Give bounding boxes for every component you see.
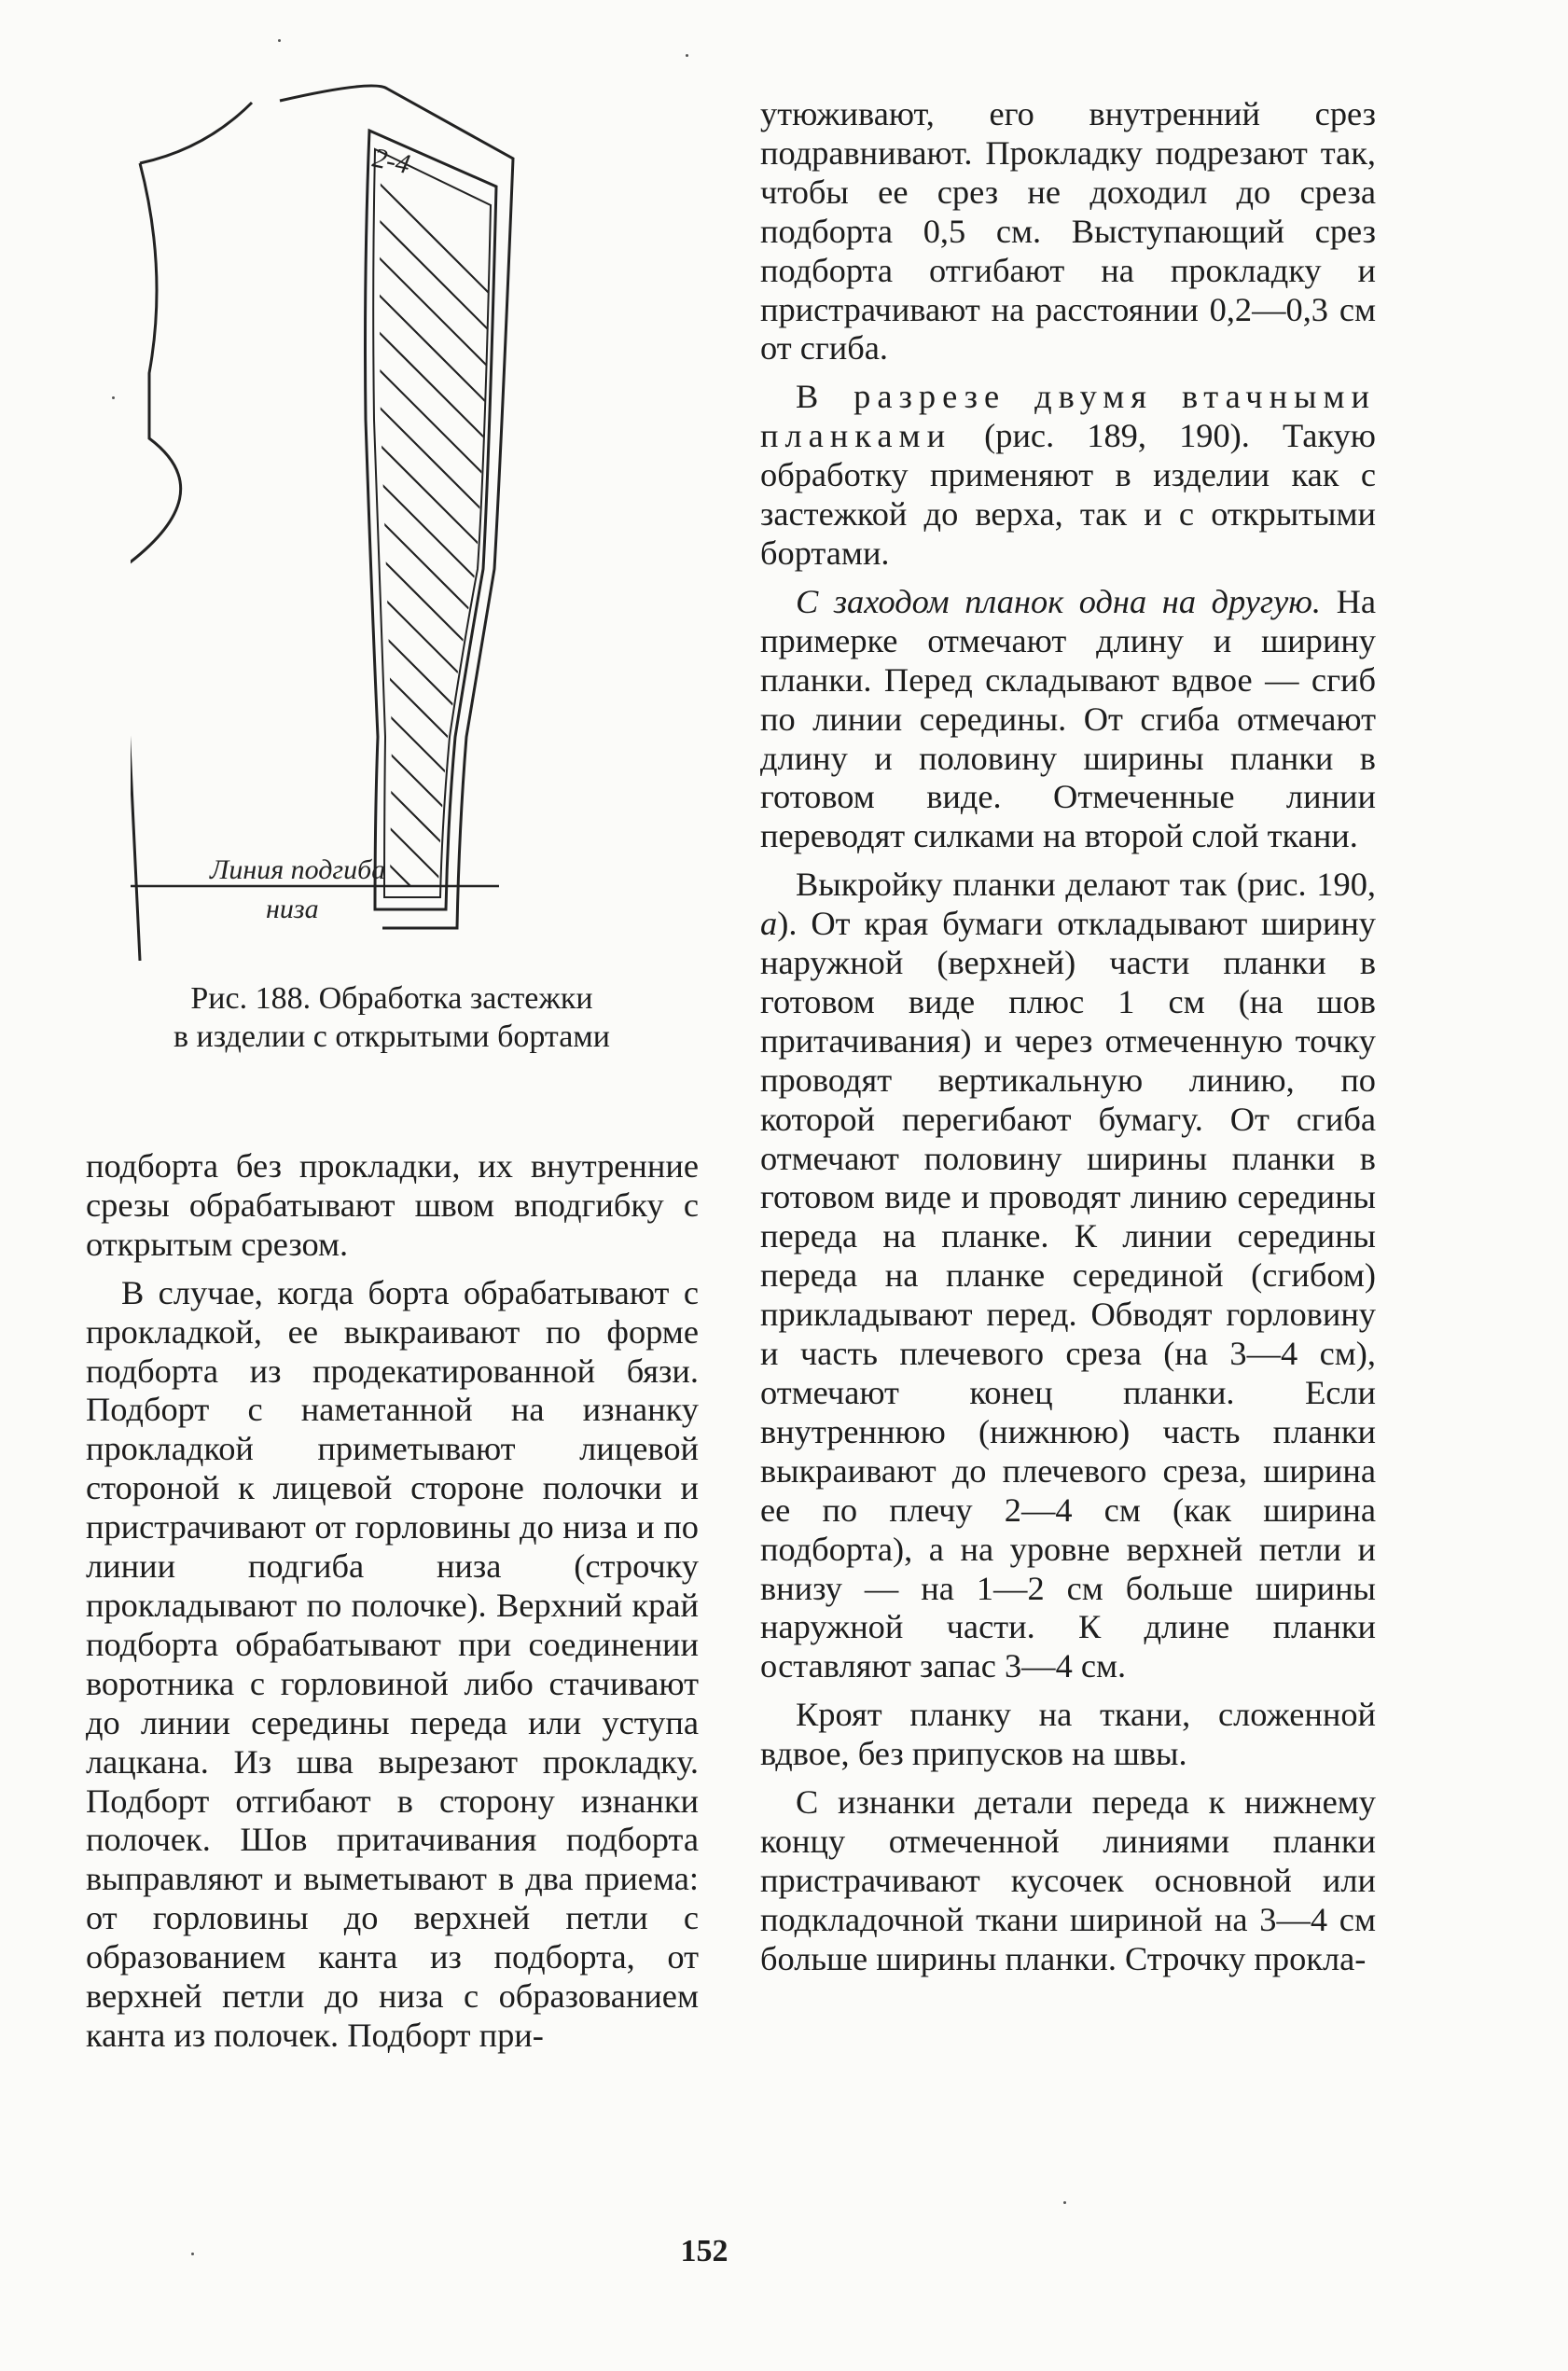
- caption-line-2: в изделии с открытыми бортами: [173, 1019, 610, 1055]
- paragraph-text: На примерке отмечают длину и ширину планки. Перед складывают вдвое — сгиб по линии середины. От сгиба отмечают длину и половину ширины планки в готовом виде. Отмеченные линии переводят силками на второй слой ткани.: [760, 582, 1377, 855]
- scan-speck: [278, 39, 281, 42]
- paragraph: утюживают, его внутренний срез подравнивают. Прокладку подрезают так, чтобы ее срез не доходил до среза подборта 0,5 см. Выступающий срез подборта отгибают на прокладку и пристрачивают на расстоянии 0,2—0,3 см от сгиба.: [760, 95, 1376, 367]
- paragraph-text: Выкройку планки делают так (рис. 190,: [796, 866, 1376, 904]
- right-column: [760, 95, 1376, 1979]
- scan-speck: [1063, 2201, 1066, 2204]
- caption-line-1: Рис. 188. Обработка застежки: [190, 981, 593, 1016]
- scan-speck: [112, 396, 115, 399]
- figure-caption: [103, 979, 681, 1057]
- width-label: 2-4: [369, 142, 413, 181]
- page-number: 152: [680, 2234, 728, 2268]
- garment-outline: [131, 163, 181, 961]
- scan-speck: [191, 2253, 194, 2255]
- paragraph-text: ). От края бумаги откладывают ширину наружной (верхней) части планки в готовом виде плюс 1 см (на шов притачивания) и через отмеченную точку проводят вертикальную линию, по которой перегибают бумагу. От сгиба отмечают половину ширины планки в готовом виде и проводят линию середины переда на планке. К линии середины переда на планке серединой (сгибом) прикладывают перед. Обводят горловину и часть плечевого среза (на 3—4 см), отмечают конец планки. Если внутреннюю (нижнюю) часть планки выкраивают до плечевого среза, ширина ее по плечу 2—4 см (как ширина подборта), а на уровне верхней петли и внизу — на 1—2 см больше ширины наружной части. К длине планки оставляют запас 3—4 см.: [760, 905, 1376, 1685]
- paragraph: [760, 866, 1376, 1686]
- figure-188: [131, 84, 690, 961]
- paragraph: [760, 378, 1376, 574]
- paragraph: подборта без прокладки, их внутренние срезы обрабатывают швом вподгибку с открытым срезом.: [86, 1147, 699, 1263]
- paragraph: Кроят планку на ткани, сложенной вдвое, без припусков на швы.: [760, 1696, 1376, 1773]
- paragraph: [760, 583, 1376, 856]
- hem-line-label-line1: Линия подгиба: [210, 854, 386, 885]
- paragraph-text: (рис. 189, 190). Такую обработку применяют в изделии как с застежкой до верха, так и с открытыми бортами.: [760, 417, 1376, 572]
- hem-line-label-line2: низа: [266, 894, 319, 924]
- left-column: [86, 1147, 699, 2056]
- garment-front-drawing: [131, 84, 690, 961]
- neckline-outline: [140, 103, 252, 163]
- paragraph: В случае, когда борта обрабатывают с прокладкой, ее выкраивают по форме подборта из продекатированной бязи. Подборт с наметанной на изнанку прокладкой приметывают лицевой стороной к лицевой стороне полочки и пристрачивают от горловины до низа и по линии подгиба низа (строчку прокладывают по полочке). Верхний край подборта обрабатывают при соединении воротника с горловиной либо стачивают до линии середины переда или уступа лацкана. Из шва вырезают прокладку. Подборт отгибают в сторону изнанки полочек. Шов притачивания подборта выправляют и выметывают в два приема: от горловины до верхней петли с образованием канта из подборта, от верхней петли до низа с образованием канта из полочек. Подборт при-: [86, 1273, 699, 2054]
- scan-speck: [686, 54, 688, 57]
- section-heading: В разрезе двумя втачными планками: [760, 378, 1376, 455]
- figure-reference: а: [760, 905, 778, 943]
- paragraph: С изнанки детали переда к нижнему концу отмеченной линиями планки пристрачивают кусочек основной или подкладочной ткани шириной на 3—4 см больше ширины планки. Строчку прокла-: [760, 1783, 1376, 1977]
- subsection-heading: С заходом планок одна на другую.: [796, 582, 1321, 620]
